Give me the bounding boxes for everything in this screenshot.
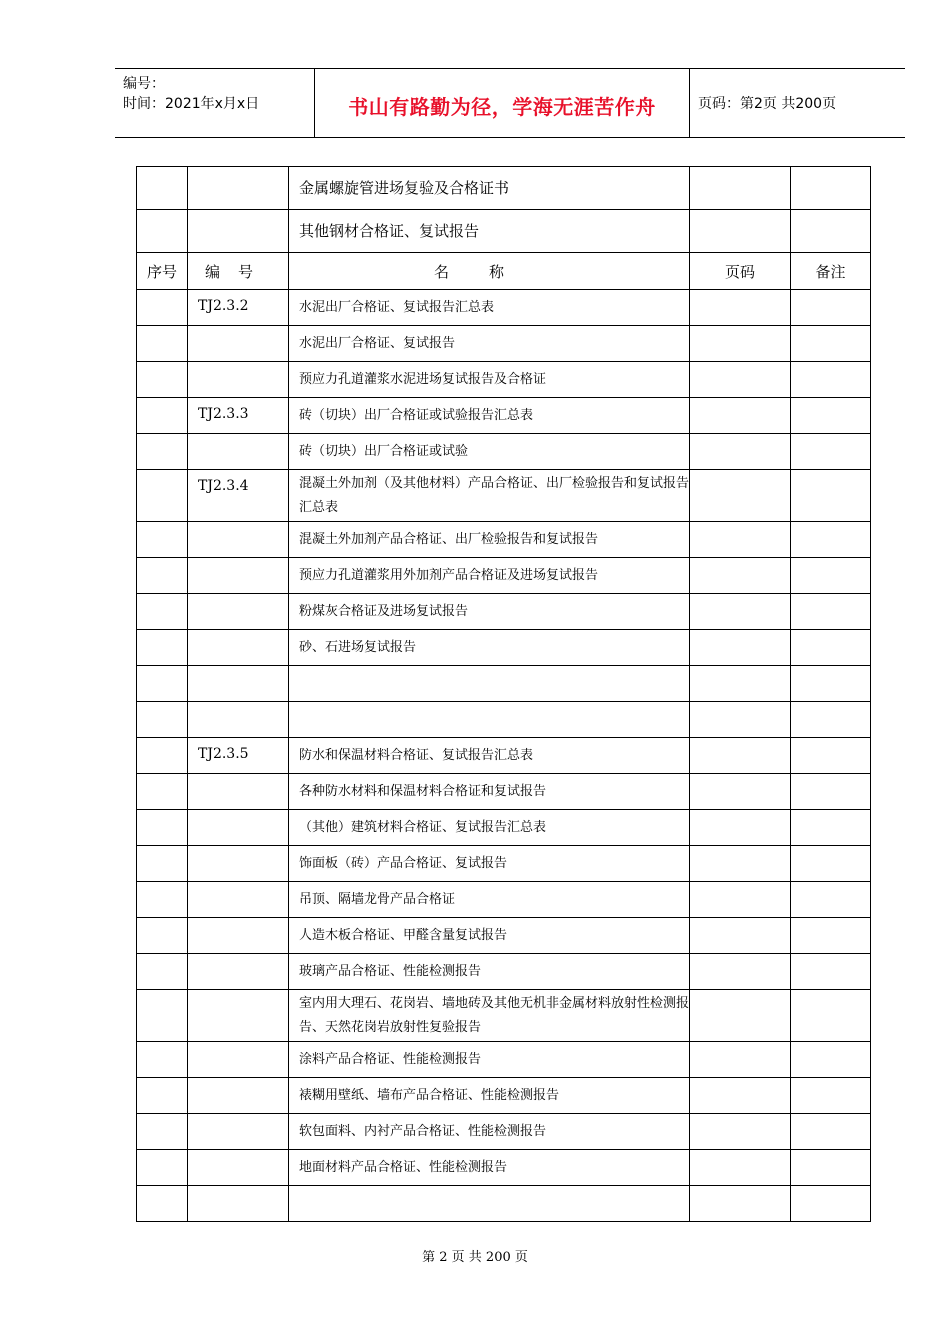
code-cell — [188, 810, 289, 846]
name-cell: 吊顶、隔墙龙骨产品合格证 — [289, 882, 690, 918]
note-cell — [791, 954, 871, 990]
code-cell — [188, 362, 289, 398]
note-cell — [791, 846, 871, 882]
table-row — [137, 522, 871, 558]
page-cell — [690, 398, 791, 434]
document-time-label: 时间：2021年x月x日 — [123, 96, 260, 112]
name-cell — [289, 666, 690, 702]
page-cell — [690, 1078, 791, 1114]
page-cell — [690, 290, 791, 326]
name-cell: 砂、石进场复试报告 — [289, 630, 690, 666]
table-row — [137, 666, 871, 702]
table-row — [137, 846, 871, 882]
header-motto-cell — [315, 69, 690, 137]
code-cell — [188, 522, 289, 558]
table-row — [137, 774, 871, 810]
seq-cell — [137, 630, 188, 666]
table-row — [137, 558, 871, 594]
name-cell: 水泥出厂合格证、复试报告汇总表 — [289, 290, 690, 326]
header-page-label: 页码：第2页 共200页 — [698, 96, 837, 112]
code-cell — [188, 846, 289, 882]
seq-cell — [137, 1150, 188, 1186]
table-row — [137, 398, 871, 434]
name-cell: （其他）建筑材料合格证、复试报告汇总表 — [289, 810, 690, 846]
note-cell — [791, 1042, 871, 1078]
name-cell: 粉煤灰合格证及进场复试报告 — [289, 594, 690, 630]
code-cell — [188, 990, 289, 1042]
seq-cell — [137, 522, 188, 558]
table-row — [137, 1150, 871, 1186]
code-cell — [188, 210, 289, 253]
seq-cell — [137, 326, 188, 362]
name-cell: 预应力孔道灌浆水泥进场复试报告及合格证 — [289, 362, 690, 398]
seq-cell — [137, 666, 188, 702]
name-cell: 人造木板合格证、甲醛含量复试报告 — [289, 918, 690, 954]
seq-cell — [137, 398, 188, 434]
seq-cell — [137, 846, 188, 882]
table-row — [137, 810, 871, 846]
seq-cell — [137, 1078, 188, 1114]
code-cell — [188, 1186, 289, 1222]
page-cell — [690, 1150, 791, 1186]
table-row — [137, 630, 871, 666]
note-cell — [791, 362, 871, 398]
page-cell — [690, 1186, 791, 1222]
note-cell — [791, 1150, 871, 1186]
seq-cell — [137, 594, 188, 630]
code-cell — [188, 666, 289, 702]
note-cell — [791, 558, 871, 594]
page-cell — [690, 990, 791, 1042]
table-row — [137, 210, 871, 253]
note-cell — [791, 738, 871, 774]
note-cell — [791, 630, 871, 666]
code-cell — [188, 918, 289, 954]
seq-cell — [137, 167, 188, 210]
seq-cell — [137, 210, 188, 253]
seq-cell — [137, 1114, 188, 1150]
name-cell: 防水和保温材料合格证、复试报告汇总表 — [289, 738, 690, 774]
header-page-cell — [690, 69, 905, 137]
note-cell — [791, 810, 871, 846]
table-row — [137, 434, 871, 470]
seq-cell — [137, 810, 188, 846]
table-row — [137, 702, 871, 738]
table-row — [137, 738, 871, 774]
table-row — [137, 1114, 871, 1150]
note-cell — [791, 1078, 871, 1114]
note-cell — [791, 167, 871, 210]
code-cell — [188, 1078, 289, 1114]
page-cell — [690, 434, 791, 470]
seq-cell — [137, 702, 188, 738]
page-footer: 第 2 页 共 200 页 — [422, 1250, 528, 1265]
materials-table — [136, 166, 871, 1222]
table-row — [137, 326, 871, 362]
table-row — [137, 990, 871, 1042]
page-cell — [690, 702, 791, 738]
page-cell — [690, 846, 791, 882]
page-cell — [690, 954, 791, 990]
table-row — [137, 470, 871, 522]
note-cell — [791, 702, 871, 738]
header-code: 编号 — [188, 253, 289, 290]
page-cell — [690, 918, 791, 954]
name-cell: 砖（切块）出厂合格证或试验报告汇总表 — [289, 398, 690, 434]
note-cell — [791, 918, 871, 954]
seq-cell — [137, 954, 188, 990]
page-cell — [690, 167, 791, 210]
page-cell — [690, 326, 791, 362]
page-cell — [690, 522, 791, 558]
note-cell — [791, 210, 871, 253]
name-cell: 金属螺旋管进场复验及合格证书 — [289, 167, 690, 210]
page-cell — [690, 666, 791, 702]
name-cell: 饰面板（砖）产品合格证、复试报告 — [289, 846, 690, 882]
name-cell: 各种防水材料和保温材料合格证和复试报告 — [289, 774, 690, 810]
name-cell: 裱糊用壁纸、墙布产品合格证、性能检测报告 — [289, 1078, 690, 1114]
code-cell — [188, 1042, 289, 1078]
table-row — [137, 167, 871, 210]
code-cell: TJ2.3.3 — [188, 398, 289, 434]
seq-cell — [137, 434, 188, 470]
code-cell: TJ2.3.4 — [188, 470, 289, 522]
name-cell: 室内用大理石、花岗岩、墙地砖及其他无机非金属材料放射性检测报告、天然花岗岩放射性复验报告 — [289, 990, 690, 1042]
page-cell — [690, 882, 791, 918]
page-cell — [690, 362, 791, 398]
header-info-cell — [115, 69, 315, 137]
seq-cell — [137, 774, 188, 810]
note-cell — [791, 522, 871, 558]
code-cell — [188, 882, 289, 918]
header-motto: 书山有路勤为径，学海无涯苦作舟 — [348, 95, 656, 119]
page-cell — [690, 738, 791, 774]
name-cell: 混凝土外加剂产品合格证、出厂检验报告和复试报告 — [289, 522, 690, 558]
code-cell — [188, 630, 289, 666]
seq-cell — [137, 470, 188, 522]
seq-cell — [137, 1186, 188, 1222]
code-cell: TJ2.3.2 — [188, 290, 289, 326]
note-cell — [791, 290, 871, 326]
seq-cell — [137, 1042, 188, 1078]
table-row — [137, 1186, 871, 1222]
code-cell: TJ2.3.5 — [188, 738, 289, 774]
name-cell: 地面材料产品合格证、性能检测报告 — [289, 1150, 690, 1186]
table-row — [137, 918, 871, 954]
name-cell: 软包面料、内衬产品合格证、性能检测报告 — [289, 1114, 690, 1150]
code-cell — [188, 1150, 289, 1186]
page-cell — [690, 1114, 791, 1150]
note-cell — [791, 326, 871, 362]
name-cell: 水泥出厂合格证、复试报告 — [289, 326, 690, 362]
table-row — [137, 1078, 871, 1114]
seq-cell — [137, 990, 188, 1042]
page-cell — [690, 558, 791, 594]
page-header — [115, 68, 905, 138]
note-cell — [791, 882, 871, 918]
code-cell — [188, 434, 289, 470]
name-cell: 其他钢材合格证、复试报告 — [289, 210, 690, 253]
table-row — [137, 362, 871, 398]
note-cell — [791, 470, 871, 522]
document-number-label: 编号： — [123, 76, 165, 92]
table-row — [137, 290, 871, 326]
name-cell: 混凝土外加剂（及其他材料）产品合格证、出厂检验报告和复试报告汇总表 — [289, 470, 690, 522]
name-cell: 砖（切块）出厂合格证或试验 — [289, 434, 690, 470]
seq-cell — [137, 918, 188, 954]
seq-cell — [137, 290, 188, 326]
page-cell — [690, 630, 791, 666]
name-cell: 玻璃产品合格证、性能检测报告 — [289, 954, 690, 990]
name-cell: 涂料产品合格证、性能检测报告 — [289, 1042, 690, 1078]
page-cell — [690, 1042, 791, 1078]
name-cell: 预应力孔道灌浆用外加剂产品合格证及进场复试报告 — [289, 558, 690, 594]
name-cell — [289, 1186, 690, 1222]
note-cell — [791, 774, 871, 810]
page-cell — [690, 594, 791, 630]
code-cell — [188, 1114, 289, 1150]
table-header-row — [137, 253, 871, 290]
note-cell — [791, 594, 871, 630]
seq-cell — [137, 738, 188, 774]
code-cell — [188, 167, 289, 210]
code-cell — [188, 326, 289, 362]
note-cell — [791, 398, 871, 434]
header-name: 名称 — [289, 253, 690, 290]
code-cell — [188, 558, 289, 594]
page-cell — [690, 774, 791, 810]
note-cell — [791, 990, 871, 1042]
header-seq: 序号 — [137, 253, 188, 290]
table-row — [137, 954, 871, 990]
note-cell — [791, 1186, 871, 1222]
code-cell — [188, 774, 289, 810]
page-cell — [690, 210, 791, 253]
code-cell — [188, 702, 289, 738]
page-cell — [690, 470, 791, 522]
note-cell — [791, 1114, 871, 1150]
table-row — [137, 1042, 871, 1078]
page-cell — [690, 810, 791, 846]
name-cell — [289, 702, 690, 738]
note-cell — [791, 666, 871, 702]
table-row — [137, 594, 871, 630]
seq-cell — [137, 362, 188, 398]
header-page: 页码 — [690, 253, 791, 290]
header-note: 备注 — [791, 253, 871, 290]
seq-cell — [137, 882, 188, 918]
note-cell — [791, 434, 871, 470]
table-row — [137, 882, 871, 918]
seq-cell — [137, 558, 188, 594]
code-cell — [188, 594, 289, 630]
code-cell — [188, 954, 289, 990]
